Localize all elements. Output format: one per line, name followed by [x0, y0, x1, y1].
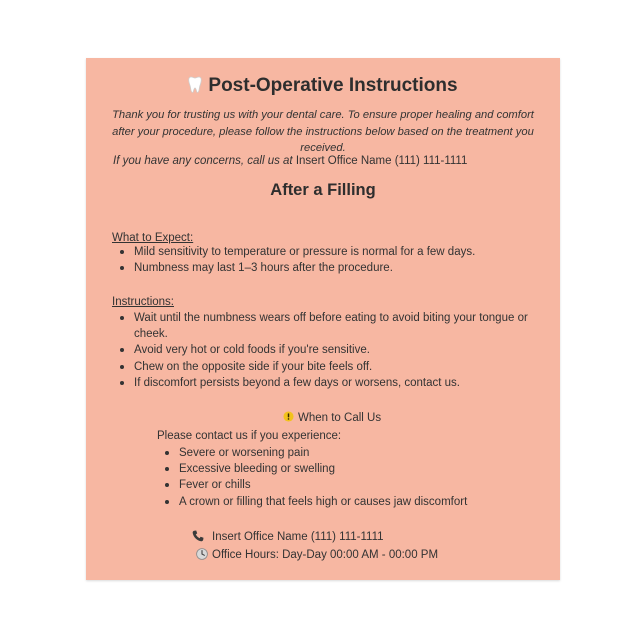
phone-icon — [192, 530, 204, 542]
notepad-page — [86, 58, 560, 580]
call-list — [159, 445, 539, 510]
intro-text: Thank you for trusting us with your dental care. To ensure proper healing and comfort after your procedure, please follow the instructions below based on the treatment you received. — [112, 109, 534, 154]
list-item: Fever or chills — [159, 477, 539, 493]
tooth-icon — [188, 76, 202, 93]
instructions-list — [114, 310, 534, 391]
call-lead: Please contact us if you experience: — [157, 430, 342, 442]
list-item: Severe or worsening pain — [159, 445, 539, 461]
footer-hours-text: Office Hours: Day-Day 00:00 AM - 00:00 PM — [212, 549, 439, 561]
footer-phone — [192, 530, 384, 543]
list-item: If discomfort persists beyond a few days or worsens, contact us. — [114, 375, 534, 391]
expect-label: What to Expect: — [112, 232, 194, 244]
footer-hours — [196, 548, 438, 561]
expect-list — [114, 244, 554, 276]
list-item: Mild sensitivity to temperature or pressure is normal for a few days. — [114, 244, 554, 260]
section-title: After a Filling — [270, 181, 376, 199]
instructions-label: Instructions: — [112, 296, 174, 308]
footer-phone-text: Insert Office Name (111) 111-1111 — [212, 531, 384, 543]
list-item: A crown or filling that feels high or causes jaw discomfort — [159, 494, 539, 510]
page-title — [86, 75, 560, 97]
list-item: Numbness may last 1–3 hours after the procedure. — [114, 260, 554, 276]
contact-value: Insert Office Name (111) 111-1111 — [295, 155, 468, 167]
when-to-call-text: When to Call Us — [298, 412, 382, 424]
when-to-call-heading — [283, 411, 381, 424]
list-item: Excessive bleeding or swelling — [159, 461, 539, 477]
list-item: Chew on the opposite side if your bite feels off. — [114, 359, 534, 375]
title-text: Post-Operative Instructions — [208, 75, 458, 96]
clock-icon — [196, 548, 208, 560]
list-item: Wait until the numbness wears off before eating to avoid biting your tongue or cheek. — [114, 310, 534, 342]
list-item: Avoid very hot or cold foods if you're sensitive. — [114, 342, 534, 358]
contact-line — [113, 155, 467, 167]
warning-icon — [283, 411, 294, 422]
contact-lead: If you have any concerns, call us at — [113, 155, 293, 167]
